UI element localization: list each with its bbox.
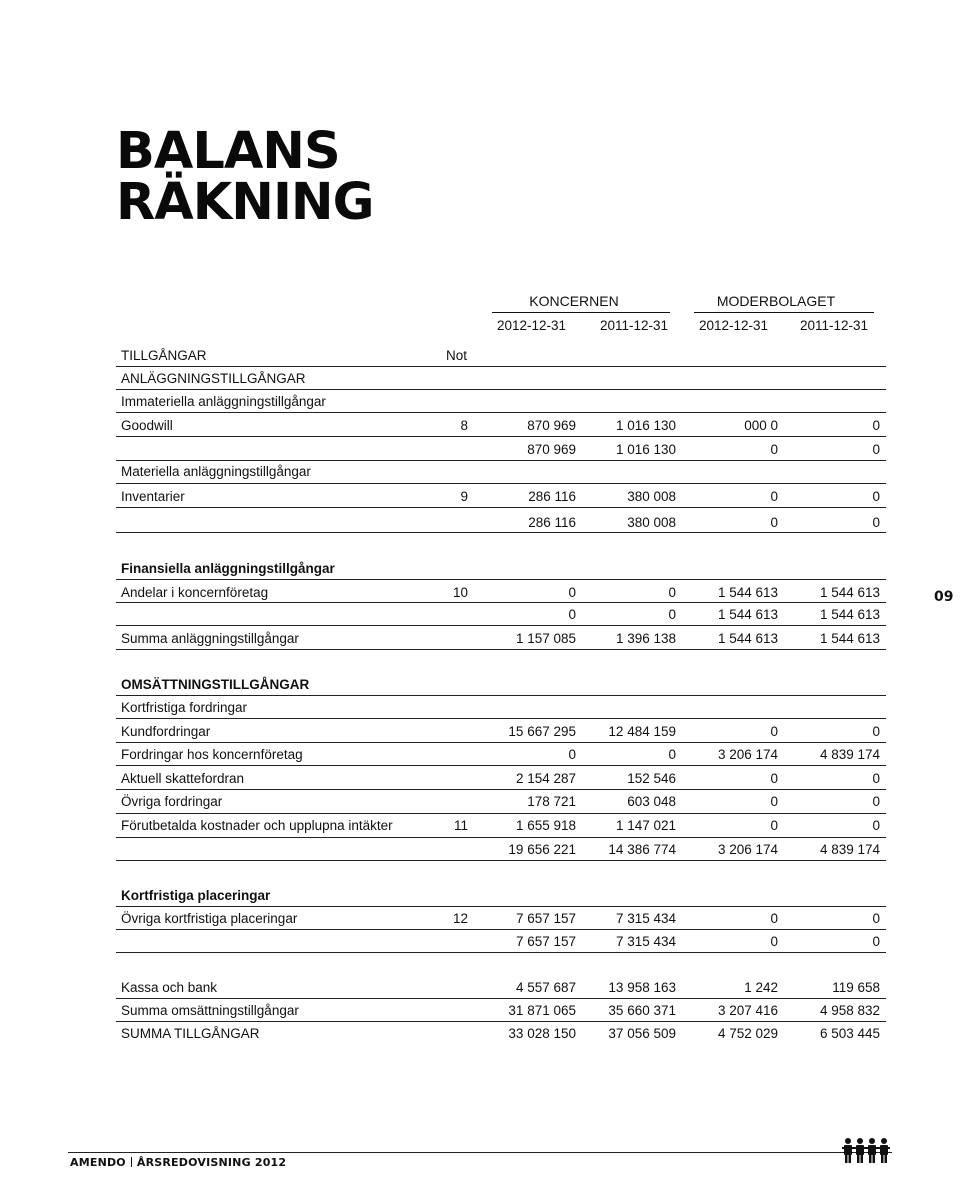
row-value-col-4: 4 958 832 <box>819 1003 880 1018</box>
title-line-2: RÄKNING <box>116 173 374 232</box>
row-value-col-3: 0 <box>770 489 778 504</box>
row-value-col-4: 6 503 445 <box>819 1026 880 1041</box>
row-label: SUMMA TILLGÅNGAR <box>121 1026 260 1041</box>
row-value-col-1: 0 <box>568 585 576 600</box>
row-divider <box>116 929 886 930</box>
row-label: Kortfristiga placeringar <box>121 888 271 903</box>
row-divider <box>116 366 886 367</box>
row-value-col-4: 4 839 174 <box>819 842 880 857</box>
row-divider <box>116 507 886 508</box>
row-divider <box>116 649 886 650</box>
row-divider <box>116 412 886 413</box>
footer <box>70 1156 286 1169</box>
group-underline-moderbolaget <box>694 312 874 313</box>
row-value-col-4: 119 658 <box>832 980 880 995</box>
row-divider <box>116 837 886 838</box>
row-label: Materiella anläggningstillgångar <box>121 464 311 479</box>
row-value-col-1: 7 657 157 <box>515 934 576 949</box>
people-group-icon <box>842 1137 892 1169</box>
row-value-col-2: 1 396 138 <box>615 631 676 646</box>
row-label: Kundfordringar <box>121 724 211 739</box>
row-value-col-2: 37 056 509 <box>608 1026 676 1041</box>
row-divider <box>116 860 886 861</box>
row-value-col-1: 15 667 295 <box>508 724 576 739</box>
row-value-col-2: 1 016 130 <box>615 418 676 433</box>
row-value-col-4: 1 544 613 <box>819 631 880 646</box>
row-value-col-3: 3 206 174 <box>717 842 778 857</box>
footer-report: ÅRSREDOVISNING 2012 <box>136 1156 287 1169</box>
row-note: 10 <box>452 585 468 600</box>
row-label: Övriga fordringar <box>121 794 223 809</box>
row-value-col-1: 33 028 150 <box>508 1026 576 1041</box>
row-value-col-4: 1 544 613 <box>819 585 880 600</box>
row-value-col-1: 0 <box>568 747 576 762</box>
row-value-col-3: 1 242 <box>744 980 778 995</box>
row-value-col-3: 1 544 613 <box>717 585 778 600</box>
page-title <box>116 122 374 232</box>
row-label: Inventarier <box>121 489 185 504</box>
row-note: Not <box>446 348 468 363</box>
row-value-col-2: 603 048 <box>627 794 676 809</box>
row-value-col-1: 0 <box>568 607 576 622</box>
row-value-col-3: 0 <box>770 911 778 926</box>
date-col-4: 2011-12-31 <box>799 318 868 333</box>
row-value-col-2: 152 546 <box>627 771 676 786</box>
row-value-col-2: 7 315 434 <box>615 934 676 949</box>
row-value-col-4: 0 <box>872 794 880 809</box>
row-value-col-2: 1 016 130 <box>615 442 676 457</box>
row-note: 8 <box>460 418 468 433</box>
row-note: 9 <box>460 489 468 504</box>
row-note: 12 <box>452 911 468 926</box>
row-label: Övriga kortfristiga placeringar <box>121 911 298 926</box>
row-value-col-4: 0 <box>872 934 880 949</box>
group-header-moderbolaget: MODERBOLAGET <box>716 293 836 309</box>
row-value-col-2: 7 315 434 <box>615 911 676 926</box>
date-col-3: 2012-12-31 <box>698 318 768 333</box>
row-value-col-2: 0 <box>668 747 676 762</box>
row-label: OMSÄTTNINGSTILLGÅNGAR <box>121 677 310 692</box>
row-divider <box>116 579 886 580</box>
row-value-col-3: 0 <box>770 442 778 457</box>
row-value-col-1: 2 154 287 <box>515 771 576 786</box>
row-value-col-2: 13 958 163 <box>608 980 676 995</box>
row-value-col-1: 178 721 <box>527 794 576 809</box>
row-value-col-3: 0 <box>770 771 778 786</box>
row-label: TILLGÅNGAR <box>121 348 207 363</box>
row-divider <box>116 1021 886 1022</box>
row-divider <box>116 952 886 953</box>
row-label: ANLÄGGNINGSTILLGÅNGAR <box>121 371 306 386</box>
row-note: 11 <box>453 818 468 833</box>
row-value-col-4: 0 <box>872 418 880 433</box>
title-line-1: BALANS <box>116 122 340 181</box>
row-value-col-1: 7 657 157 <box>515 911 576 926</box>
row-value-col-4: 0 <box>872 515 880 530</box>
row-label: Kortfristiga fordringar <box>121 700 248 715</box>
row-divider <box>116 906 886 907</box>
row-value-col-1: 870 969 <box>527 442 576 457</box>
row-value-col-3: 1 544 613 <box>717 607 778 622</box>
date-col-2: 2011-12-31 <box>599 318 668 333</box>
row-value-col-1: 19 656 221 <box>508 842 576 857</box>
row-label: Andelar i koncernföretag <box>121 585 269 600</box>
row-value-col-1: 1 157 085 <box>515 631 576 646</box>
row-value-col-4: 0 <box>872 442 880 457</box>
row-value-col-3: 0 <box>770 724 778 739</box>
group-header-koncernen: KONCERNEN <box>529 293 619 309</box>
row-label: Förutbetalda kostnader och upplupna intäkter <box>121 818 393 833</box>
row-value-col-2: 35 660 371 <box>608 1003 676 1018</box>
row-value-col-4: 0 <box>872 911 880 926</box>
row-divider <box>116 532 886 533</box>
row-value-col-1: 870 969 <box>527 418 576 433</box>
row-value-col-2: 0 <box>668 585 676 600</box>
row-value-col-2: 380 008 <box>627 489 676 504</box>
row-divider <box>116 389 886 390</box>
row-label: Summa anläggningstillgångar <box>121 631 299 646</box>
row-value-col-1: 1 655 918 <box>515 818 576 833</box>
row-divider <box>116 483 886 484</box>
row-label: Immateriella anläggningstillgångar <box>121 394 326 409</box>
row-divider <box>116 460 886 461</box>
row-value-col-1: 31 871 065 <box>508 1003 576 1018</box>
row-divider <box>116 789 886 790</box>
row-label: Aktuell skattefordran <box>121 771 245 786</box>
row-value-col-2: 380 008 <box>627 515 676 530</box>
row-value-col-4: 0 <box>872 489 880 504</box>
row-label: Kassa och bank <box>121 980 218 995</box>
page-number: 09 <box>934 589 954 605</box>
row-value-col-3: 0 <box>770 934 778 949</box>
row-divider <box>116 625 886 626</box>
row-value-col-2: 1 147 021 <box>615 818 676 833</box>
row-label: Fordringar hos koncernföretag <box>121 747 303 762</box>
footer-divider <box>68 1152 892 1153</box>
row-divider <box>116 813 886 814</box>
group-underline-koncernen <box>492 312 670 313</box>
row-value-col-2: 12 484 159 <box>608 724 676 739</box>
row-value-col-4: 1 544 613 <box>819 607 880 622</box>
date-col-1: 2012-12-31 <box>496 318 566 333</box>
row-divider <box>116 436 886 437</box>
row-value-col-3: 4 752 029 <box>717 1026 778 1041</box>
row-value-col-3: 0 <box>770 794 778 809</box>
row-value-col-1: 4 557 687 <box>515 980 576 995</box>
row-value-col-4: 0 <box>872 818 880 833</box>
row-divider <box>116 742 886 743</box>
row-value-col-4: 0 <box>872 724 880 739</box>
row-value-col-2: 0 <box>668 607 676 622</box>
row-value-col-3: 3 206 174 <box>717 747 778 762</box>
row-value-col-3: 3 207 416 <box>717 1003 778 1018</box>
row-divider <box>116 695 886 696</box>
row-label: Summa omsättningstillgångar <box>121 1003 299 1018</box>
row-divider <box>116 602 886 603</box>
row-value-col-3: 0 <box>770 818 778 833</box>
row-label: Finansiella anläggningstillgångar <box>121 561 335 576</box>
row-value-col-1: 286 116 <box>528 515 576 530</box>
row-label: Goodwill <box>121 418 173 433</box>
row-value-col-3: 0 <box>770 515 778 530</box>
row-value-col-3: 1 544 613 <box>717 631 778 646</box>
row-divider <box>116 998 886 999</box>
row-value-col-1: 286 116 <box>528 489 576 504</box>
footer-separator <box>131 1157 132 1167</box>
row-value-col-3: 000 0 <box>744 418 778 433</box>
row-value-col-4: 4 839 174 <box>819 747 880 762</box>
row-divider <box>116 765 886 766</box>
footer-company: AMENDO <box>70 1156 126 1169</box>
row-divider <box>116 718 886 719</box>
row-value-col-2: 14 386 774 <box>608 842 676 857</box>
row-value-col-4: 0 <box>872 771 880 786</box>
